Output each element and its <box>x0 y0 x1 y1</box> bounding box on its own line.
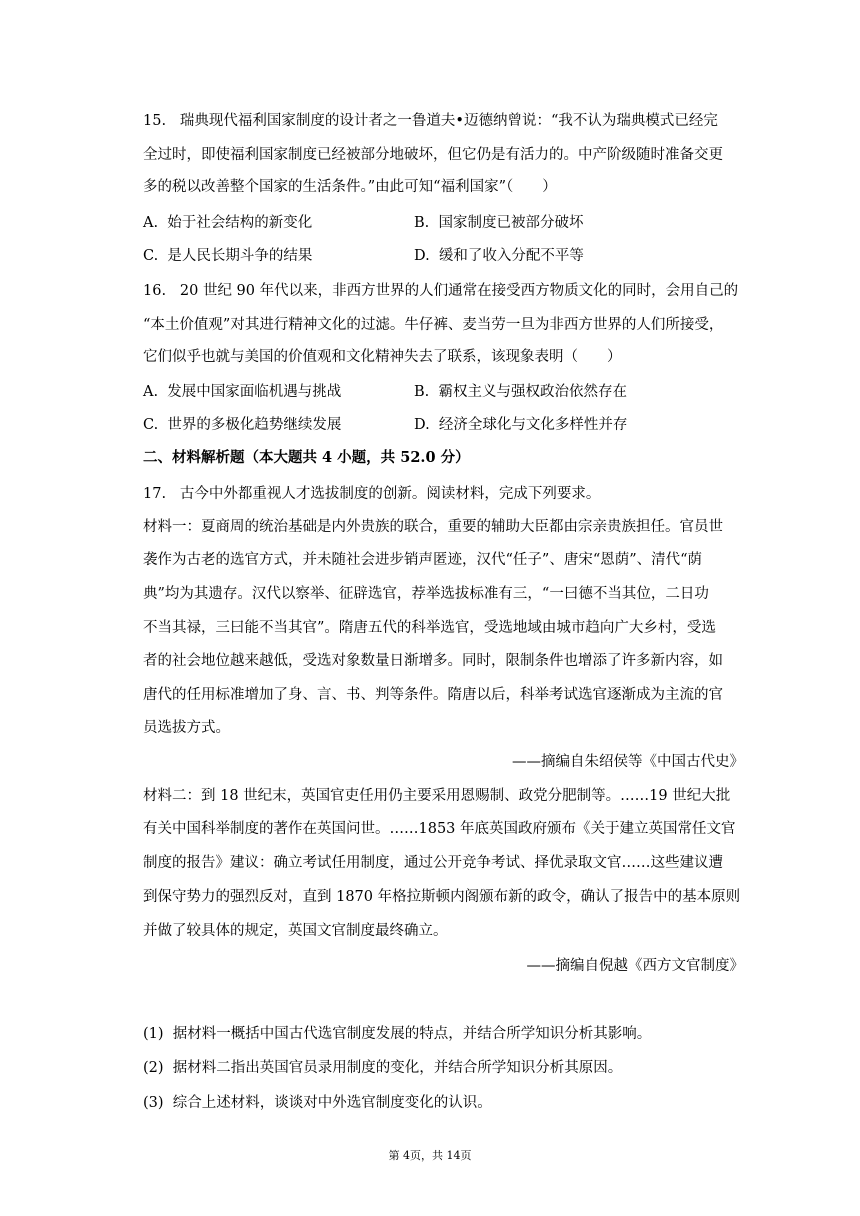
material1-line: 唐代的任用标准增加了身、言、书、判等条件。隋唐以后，科举考试选官逐渐成为主流的官 <box>143 687 723 703</box>
q16-line-1: 16. 20 世纪 90 年代以来，非西方世界的人们通常在接受西方物质文化的同时，会用自己的 <box>143 283 739 299</box>
q16-line-2: “本土价值观”对其进行精神文化的过滤。牛仔裤、麦当劳一旦为非西方世界的人们所接受， <box>143 317 724 333</box>
q17-stem: 17. 古今中外都重视人才选拔制度的创新。阅读材料，完成下列要求。 <box>143 486 601 502</box>
page-number-footer: 第 4页，共 14页 <box>388 1149 472 1162</box>
q16-option-c: C. 世界的多极化趋势继续发展 <box>143 417 342 433</box>
sub-question-1: (1) 据材料一概括中国古代选官制度发展的特点，并结合所学知识分析其影响。 <box>143 1026 652 1042</box>
q15-option-b: B. 国家制度已被部分破坏 <box>414 215 584 231</box>
material1-line: 员选拔方式。 <box>143 720 230 736</box>
material2-line: 材料二：到 18 世纪末，英国官吏任用仍主要采用恩赐制、政党分肥制等。……19 世纪大批 <box>143 788 731 804</box>
material1-source: ——摘编自朱绍侯等《中国古代史》 <box>512 754 744 770</box>
material2-line: 有关中国科举制度的著作在英国问世。……1853 年底英国政府颁布《关于建立英国常任文官 <box>143 821 736 837</box>
sub-question-3: (3) 综合上述材料，谈谈对中外选官制度变化的认识。 <box>143 1095 492 1111</box>
material1-line: 不当其禄，三曰能不当其官”。隋唐五代的科举选官，受选地域由城市趋向广大乡村，受选 <box>143 620 716 636</box>
material1-line: 材料一：夏商周的统治基础是内外贵族的联合，重要的辅助大臣都由宗亲贵族担任。官员世 <box>143 519 723 535</box>
q15-line-3: 多的税以改善整个国家的生活条件。”由此可知“福利国家”（ ） <box>143 179 557 195</box>
q15-line-2: 全过时，即使福利国家制度已经被部分地破坏，但它仍是有活力的。中产阶级随时准备交更 <box>143 147 723 163</box>
section-title: 二、材料解析题（本大题共 4 小题，共 52.0 分） <box>143 449 470 466</box>
q16-option-b: B. 霸权主义与强权政治依然存在 <box>414 384 627 400</box>
material1-line: 者的社会地位越来越低，受选对象数量日渐增多。同时，限制条件也增添了许多新内容，如 <box>143 653 723 669</box>
material2-line: 到保守势力的强烈反对，直到 1870 年格拉斯顿内阁颁布新的政令，确认了报告中的基本原则 <box>143 889 741 905</box>
q15-line-1: 15. 瑞典现代福利国家制度的设计者之一鲁道夫•迈德纳曾说：“我不认为瑞典模式已经完 <box>143 113 718 129</box>
material1-line: 典”均为其遗存。汉代以察举、征辟选官，荐举选拔标准有三，“一曰德不当其位，二日功 <box>143 586 709 602</box>
material2-source: ——摘编自倪越《西方文官制度》 <box>526 958 744 974</box>
q16-option-a: A. 发展中国家面临机遇与挑战 <box>143 384 342 400</box>
material2-line: 并做了较具体的规定，英国文官制度最终确立。 <box>143 923 448 939</box>
q15-option-d: D. 缓和了收入分配不平等 <box>414 248 584 264</box>
q16-option-d: D. 经济全球化与文化多样性并存 <box>414 417 628 433</box>
material1-line: 袭作为古老的选官方式，并未随社会进步销声匿迹，汉代“任子”、唐宋“恩荫”、清代“荫 <box>143 552 703 568</box>
q15-option-a: A. 始于社会结构的新变化 <box>143 215 313 231</box>
material2-line: 制度的报告》建议：确立考试任用制度，通过公开竞争考试、择优录取文官……这些建议遭 <box>143 855 723 871</box>
q15-option-c: C. 是人民长期斗争的结果 <box>143 248 313 264</box>
q16-line-3: 它们似乎也就与美国的价值观和文化精神失去了联系，该现象表明（ ） <box>143 349 622 365</box>
sub-question-2: (2) 据材料二指出英国官员录用制度的变化，并结合所学知识分析其原因。 <box>143 1060 623 1076</box>
